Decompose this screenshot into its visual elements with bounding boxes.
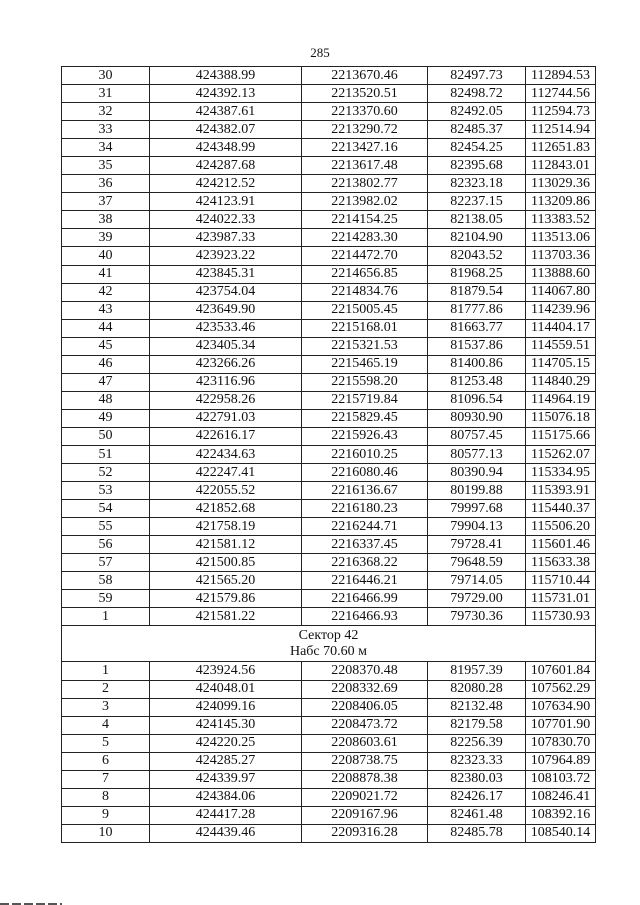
point-number-cell: 38	[62, 211, 150, 229]
table-body-top	[62, 67, 596, 626]
table-row	[62, 464, 596, 482]
coordinate-cell: 424339.97	[150, 770, 302, 788]
coordinate-cell: 2208473.72	[302, 716, 428, 734]
coordinate-cell: 82179.58	[428, 716, 526, 734]
point-number-cell: 48	[62, 391, 150, 409]
coordinate-cell: 80199.88	[428, 482, 526, 500]
coordinate-cell: 114840.29	[526, 373, 596, 391]
coordinate-cell: 79730.36	[428, 608, 526, 626]
coordinate-cell: 422247.41	[150, 464, 302, 482]
coordinate-cell: 423924.56	[150, 662, 302, 680]
coordinate-cell: 113383.52	[526, 211, 596, 229]
page-number: 285	[310, 45, 330, 60]
coordinate-cell: 421581.22	[150, 608, 302, 626]
coordinate-cell: 115262.07	[526, 445, 596, 463]
coordinate-cell: 421758.19	[150, 518, 302, 536]
coordinate-cell: 424123.91	[150, 193, 302, 211]
point-number-cell: 45	[62, 337, 150, 355]
coordinate-cell: 2214834.76	[302, 283, 428, 301]
point-number-cell: 42	[62, 283, 150, 301]
coordinate-cell: 115601.46	[526, 536, 596, 554]
coordinate-cell: 421581.12	[150, 536, 302, 554]
point-number-cell: 44	[62, 319, 150, 337]
coordinate-cell: 424220.25	[150, 734, 302, 752]
coordinate-cell: 2216244.71	[302, 518, 428, 536]
sector-title: Сектор 42	[298, 627, 359, 643]
point-number-cell: 7	[62, 770, 150, 788]
coordinate-cell: 2216180.23	[302, 500, 428, 518]
coordinate-cell: 112594.73	[526, 103, 596, 121]
point-number-cell: 49	[62, 409, 150, 427]
coordinate-cell: 2208738.75	[302, 752, 428, 770]
coordinate-cell: 108392.16	[526, 806, 596, 824]
table-row	[62, 355, 596, 373]
coordinate-cell: 2209316.28	[302, 824, 428, 842]
coordinate-cell: 2216337.45	[302, 536, 428, 554]
coordinate-cell: 82426.17	[428, 788, 526, 806]
point-number-cell: 4	[62, 716, 150, 734]
table-row	[62, 482, 596, 500]
coordinate-cell: 107964.89	[526, 752, 596, 770]
point-number-cell: 8	[62, 788, 150, 806]
coordinate-cell: 424439.46	[150, 824, 302, 842]
coordinate-cell: 82323.33	[428, 752, 526, 770]
coordinate-cell: 2215168.01	[302, 319, 428, 337]
coordinate-cell: 2208370.48	[302, 662, 428, 680]
coordinate-cell: 82498.72	[428, 85, 526, 103]
table-body-bottom	[62, 662, 596, 842]
table-row	[62, 698, 596, 716]
coordinate-cell: 423754.04	[150, 283, 302, 301]
coordinate-cell: 421852.68	[150, 500, 302, 518]
coordinate-cell: 82461.48	[428, 806, 526, 824]
coordinate-cell: 115731.01	[526, 590, 596, 608]
table-row	[62, 554, 596, 572]
sector-header	[62, 626, 596, 662]
coordinate-cell: 2209167.96	[302, 806, 428, 824]
coordinate-cell: 2214472.70	[302, 247, 428, 265]
table-row	[62, 445, 596, 463]
table-row	[62, 265, 596, 283]
table-row	[62, 409, 596, 427]
coordinate-cell: 2214154.25	[302, 211, 428, 229]
coordinate-cell: 114404.17	[526, 319, 596, 337]
coordinate-cell: 2216136.67	[302, 482, 428, 500]
coordinate-cell: 421500.85	[150, 554, 302, 572]
point-number-cell: 56	[62, 536, 150, 554]
coordinate-cell: 423266.26	[150, 355, 302, 373]
coordinate-cell: 82323.18	[428, 175, 526, 193]
coordinate-cell: 115175.66	[526, 427, 596, 445]
point-number-cell: 59	[62, 590, 150, 608]
coordinate-cell: 423649.90	[150, 301, 302, 319]
point-number-cell: 43	[62, 301, 150, 319]
coordinate-cell: 114964.19	[526, 391, 596, 409]
coordinate-cell: 424392.13	[150, 85, 302, 103]
coordinate-cell: 81879.54	[428, 283, 526, 301]
coordinate-cell: 82043.52	[428, 247, 526, 265]
table-row	[62, 391, 596, 409]
coordinate-cell: 112843.01	[526, 157, 596, 175]
coordinate-cell: 115633.38	[526, 554, 596, 572]
table-row	[62, 121, 596, 139]
table-row	[62, 103, 596, 121]
point-number-cell: 39	[62, 229, 150, 247]
coordinate-cell: 2216446.21	[302, 572, 428, 590]
point-number-cell: 32	[62, 103, 150, 121]
coordinate-cell: 82256.39	[428, 734, 526, 752]
coordinate-cell: 80757.45	[428, 427, 526, 445]
coordinate-cell: 423116.96	[150, 373, 302, 391]
coordinate-cell: 424417.28	[150, 806, 302, 824]
coordinate-cell: 113888.60	[526, 265, 596, 283]
coordinate-cell: 2216010.25	[302, 445, 428, 463]
coordinate-cell: 82132.48	[428, 698, 526, 716]
coordinate-cell: 423845.31	[150, 265, 302, 283]
coordinate-cell: 112651.83	[526, 139, 596, 157]
table-row	[62, 536, 596, 554]
point-number-cell: 40	[62, 247, 150, 265]
coordinate-cell: 2216466.99	[302, 590, 428, 608]
table-row	[62, 734, 596, 752]
coordinate-cell: 107601.84	[526, 662, 596, 680]
coordinate-cell: 112514.94	[526, 121, 596, 139]
coordinate-cell: 80390.94	[428, 464, 526, 482]
table-row	[62, 662, 596, 680]
coordinate-cell: 107830.70	[526, 734, 596, 752]
coordinate-cell: 2215321.53	[302, 337, 428, 355]
coordinate-cell: 81253.48	[428, 373, 526, 391]
coordinate-cell: 2213427.16	[302, 139, 428, 157]
table-row	[62, 175, 596, 193]
coordinate-cell: 107562.29	[526, 680, 596, 698]
coordinate-cell: 2215829.45	[302, 409, 428, 427]
coordinate-cell: 82485.37	[428, 121, 526, 139]
coordinate-cell: 81096.54	[428, 391, 526, 409]
coordinate-cell: 2208332.69	[302, 680, 428, 698]
coordinate-cell: 115334.95	[526, 464, 596, 482]
coordinate-cell: 114705.15	[526, 355, 596, 373]
point-number-cell: 2	[62, 680, 150, 698]
coordinate-cell: 2213802.77	[302, 175, 428, 193]
coordinate-cell: 2208878.38	[302, 770, 428, 788]
coordinate-cell: 80577.13	[428, 445, 526, 463]
table-row	[62, 608, 596, 626]
table-row	[62, 139, 596, 157]
point-number-cell: 58	[62, 572, 150, 590]
coordinate-cell: 82237.15	[428, 193, 526, 211]
coordinate-cell: 82454.25	[428, 139, 526, 157]
coordinate-cell: 2216080.46	[302, 464, 428, 482]
point-number-cell: 41	[62, 265, 150, 283]
table-row	[62, 319, 596, 337]
coordinate-cell: 112744.56	[526, 85, 596, 103]
table-row	[62, 716, 596, 734]
coordinate-cell: 423533.46	[150, 319, 302, 337]
table-row	[62, 590, 596, 608]
coordinate-cell: 79904.13	[428, 518, 526, 536]
coordinate-cell: 2213617.48	[302, 157, 428, 175]
coordinate-cell: 2216466.93	[302, 608, 428, 626]
point-number-cell: 54	[62, 500, 150, 518]
point-number-cell: 52	[62, 464, 150, 482]
coordinate-cell: 2213370.60	[302, 103, 428, 121]
coordinate-cell: 424099.16	[150, 698, 302, 716]
point-number-cell: 46	[62, 355, 150, 373]
coordinate-cell: 424387.61	[150, 103, 302, 121]
table-row	[62, 229, 596, 247]
point-number-cell: 31	[62, 85, 150, 103]
coordinate-cell: 421565.20	[150, 572, 302, 590]
coordinate-cell: 113703.36	[526, 247, 596, 265]
coordinate-cell: 2208406.05	[302, 698, 428, 716]
table-row	[62, 373, 596, 391]
coordinate-cell: 424048.01	[150, 680, 302, 698]
coordinate-cell: 2214283.30	[302, 229, 428, 247]
coordinate-cell: 2213290.72	[302, 121, 428, 139]
point-number-cell: 34	[62, 139, 150, 157]
coordinate-cell: 2209021.72	[302, 788, 428, 806]
table-row	[62, 572, 596, 590]
coordinate-cell: 82395.68	[428, 157, 526, 175]
table-row	[62, 337, 596, 355]
coordinate-cell: 79728.41	[428, 536, 526, 554]
coordinate-cell: 82485.78	[428, 824, 526, 842]
coordinate-cell: 423987.33	[150, 229, 302, 247]
coordinate-cell: 115440.37	[526, 500, 596, 518]
coordinate-cell: 2213982.02	[302, 193, 428, 211]
coordinate-cell: 108540.14	[526, 824, 596, 842]
table-row	[62, 301, 596, 319]
sector-cell	[62, 626, 596, 662]
table-row	[62, 500, 596, 518]
coordinate-cell: 82497.73	[428, 67, 526, 85]
coordinate-cell: 422434.63	[150, 445, 302, 463]
point-number-cell: 1	[62, 662, 150, 680]
point-number-cell: 36	[62, 175, 150, 193]
coordinate-cell: 424384.06	[150, 788, 302, 806]
table-row	[62, 824, 596, 842]
point-number-cell: 1	[62, 608, 150, 626]
coordinate-cell: 81968.25	[428, 265, 526, 283]
coordinate-cell: 82492.05	[428, 103, 526, 121]
coordinate-cell: 81777.86	[428, 301, 526, 319]
coordinates-table	[61, 66, 596, 843]
coordinate-cell: 424287.68	[150, 157, 302, 175]
point-number-cell: 33	[62, 121, 150, 139]
table-row	[62, 157, 596, 175]
coordinate-cell: 422791.03	[150, 409, 302, 427]
point-number-cell: 37	[62, 193, 150, 211]
sector-height: Набс 70.60 м	[289, 643, 368, 659]
coordinate-cell: 81957.39	[428, 662, 526, 680]
coordinate-cell: 79648.59	[428, 554, 526, 572]
coordinate-cell: 115393.91	[526, 482, 596, 500]
coordinate-cell: 2215465.19	[302, 355, 428, 373]
coordinate-cell: 2213670.46	[302, 67, 428, 85]
table-row	[62, 211, 596, 229]
coordinate-cell: 2215598.20	[302, 373, 428, 391]
coordinate-cell: 79714.05	[428, 572, 526, 590]
coordinate-cell: 422055.52	[150, 482, 302, 500]
coordinate-cell: 113029.36	[526, 175, 596, 193]
coordinate-cell: 108246.41	[526, 788, 596, 806]
coordinate-cell: 112894.53	[526, 67, 596, 85]
coordinate-cell: 424145.30	[150, 716, 302, 734]
coordinate-cell: 2213520.51	[302, 85, 428, 103]
table-row	[62, 193, 596, 211]
point-number-cell: 3	[62, 698, 150, 716]
coordinate-cell: 423923.22	[150, 247, 302, 265]
coordinate-cell: 2215926.43	[302, 427, 428, 445]
table-row	[62, 806, 596, 824]
coordinate-cell: 424212.52	[150, 175, 302, 193]
coordinate-cell: 424285.27	[150, 752, 302, 770]
coordinate-cell: 113209.86	[526, 193, 596, 211]
table-row	[62, 85, 596, 103]
table-row	[62, 770, 596, 788]
coordinate-cell: 115730.93	[526, 608, 596, 626]
point-number-cell: 10	[62, 824, 150, 842]
coordinate-cell: 80930.90	[428, 409, 526, 427]
coordinate-cell: 424382.07	[150, 121, 302, 139]
coordinate-cell: 115506.20	[526, 518, 596, 536]
coordinate-cell: 424022.33	[150, 211, 302, 229]
point-number-cell: 30	[62, 67, 150, 85]
coordinate-cell: 422958.26	[150, 391, 302, 409]
coordinate-cell: 82104.90	[428, 229, 526, 247]
table-row	[62, 752, 596, 770]
coordinate-cell: 2215719.84	[302, 391, 428, 409]
point-number-cell: 6	[62, 752, 150, 770]
table-row	[62, 67, 596, 85]
coordinate-cell: 421579.86	[150, 590, 302, 608]
table-row	[62, 680, 596, 698]
coordinate-cell: 114559.51	[526, 337, 596, 355]
table-row	[62, 788, 596, 806]
table-row	[62, 283, 596, 301]
coordinate-cell: 107634.90	[526, 698, 596, 716]
coordinate-cell: 82080.28	[428, 680, 526, 698]
point-number-cell: 35	[62, 157, 150, 175]
coordinate-cell: 79729.00	[428, 590, 526, 608]
point-number-cell: 5	[62, 734, 150, 752]
coordinate-cell: 82380.03	[428, 770, 526, 788]
coordinate-cell: 79997.68	[428, 500, 526, 518]
sector-row	[62, 626, 596, 662]
point-number-cell: 57	[62, 554, 150, 572]
coordinate-cell: 2214656.85	[302, 265, 428, 283]
coordinate-cell: 424348.99	[150, 139, 302, 157]
coordinate-cell: 114239.96	[526, 301, 596, 319]
coordinate-cell: 114067.80	[526, 283, 596, 301]
coordinate-cell: 422616.17	[150, 427, 302, 445]
coordinate-cell: 2208603.61	[302, 734, 428, 752]
coordinate-cell: 2215005.45	[302, 301, 428, 319]
point-number-cell: 55	[62, 518, 150, 536]
point-number-cell: 47	[62, 373, 150, 391]
coordinate-cell: 108103.72	[526, 770, 596, 788]
point-number-cell: 53	[62, 482, 150, 500]
coordinate-cell: 107701.90	[526, 716, 596, 734]
coordinate-cell: 81663.77	[428, 319, 526, 337]
point-number-cell: 51	[62, 445, 150, 463]
coordinate-cell: 423405.34	[150, 337, 302, 355]
coordinate-cell: 81537.86	[428, 337, 526, 355]
coordinate-cell: 82138.05	[428, 211, 526, 229]
table-row	[62, 427, 596, 445]
coordinate-cell: 424388.99	[150, 67, 302, 85]
coordinate-cell: 115076.18	[526, 409, 596, 427]
coordinate-cell: 2216368.22	[302, 554, 428, 572]
table-row	[62, 247, 596, 265]
coordinate-cell: 113513.06	[526, 229, 596, 247]
coordinate-cell: 81400.86	[428, 355, 526, 373]
coordinate-cell: 115710.44	[526, 572, 596, 590]
point-number-cell: 50	[62, 427, 150, 445]
table-row	[62, 518, 596, 536]
point-number-cell: 9	[62, 806, 150, 824]
